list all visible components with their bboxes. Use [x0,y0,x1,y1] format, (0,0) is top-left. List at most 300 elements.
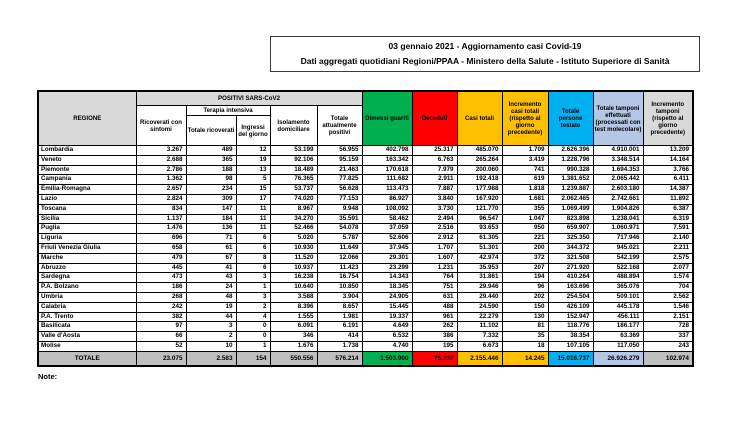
table-cell: 92.106 [270,155,317,165]
table-cell: 2 [186,332,236,342]
table-cell: 18.345 [362,283,412,293]
table-cell: 13 [236,165,270,175]
bulletin-subtitle: Dati aggregati quotidiani Regioni/PPAA - Ministero della Salute - Istituto Superiore di Sanità [300,56,670,66]
table-cell: 11 [236,214,270,224]
table-cell: 10.930 [270,243,317,253]
table-cell: 10.640 [270,283,317,293]
column-header-ricoverati: Ricoverati con sintomi [136,106,186,146]
table-cell: 11.892 [643,194,693,204]
table-cell: 11.649 [317,243,362,253]
table-cell: 3 [236,273,270,283]
table-cell: 11.423 [317,263,362,273]
table-cell: 2.657 [136,185,186,195]
table-cell: 6.387 [643,204,693,214]
table-cell: 386 [412,332,457,342]
table-cell: 372 [502,253,548,263]
table-cell: 7.979 [412,165,457,175]
table-cell: 2.562 [643,292,693,302]
table-cell: 9.948 [317,204,362,214]
table-cell: 2.603.180 [593,185,643,195]
table-cell: 200.060 [457,165,502,175]
table-cell: 43 [186,273,236,283]
table-cell: 2.911 [412,175,457,185]
table-cell: 7.332 [457,332,502,342]
table-cell: 658 [136,243,186,253]
table-cell: 488 [412,302,457,312]
table-row [38,253,693,263]
table-cell: 3.419 [502,155,548,165]
table-header [38,91,693,146]
table-cell: 2.786 [136,165,186,175]
table-cell: 1.555 [270,312,317,322]
table-cell: 619 [502,175,548,185]
table-cell: 961 [412,312,457,322]
table-cell: 35.591 [317,214,362,224]
column-header-casi-totali: Casi totali [457,91,502,146]
table-cell: 2.065.442 [593,175,643,185]
column-header-attualmente-positivi: Totale attualmente positivi [317,106,362,146]
table-cell: 1.681 [502,194,548,204]
table-cell: 18.489 [270,165,317,175]
table-cell: 98 [186,175,236,185]
table-cell: 16.754 [317,273,362,283]
table-cell: 2.912 [412,234,457,244]
table-cell: 177.988 [457,185,502,195]
total-cell: 550.556 [270,351,317,366]
total-cell: 23.075 [136,351,186,366]
table-cell: 38.354 [548,332,593,342]
table-cell: 8.967 [270,204,317,214]
table-cell: 382 [136,312,186,322]
table-cell: 6 [236,234,270,244]
table-cell: 325.350 [548,234,593,244]
column-header-deceduti: Deceduti [412,91,457,146]
table-cell: 1.231 [412,263,457,273]
table-cell: 1.060.971 [593,224,643,234]
table-footer [38,351,693,366]
table-row [38,312,693,322]
region-name: Abruzzo [38,263,136,273]
table-cell: 152.947 [548,312,593,322]
table-cell: 1.574 [643,273,693,283]
table-cell: 2.742.661 [593,194,643,204]
table-cell: 1.238.041 [593,214,643,224]
table-cell: 1.607 [412,253,457,263]
column-header-ingressi-giorno: Ingressi del giorno [236,116,270,146]
table-cell: 108.092 [362,204,412,214]
region-name: Basilicata [38,322,136,332]
table-cell: 34.270 [270,214,317,224]
table-row [38,175,693,185]
table-cell: 95.159 [317,155,362,165]
table-cell: 3.267 [136,146,186,156]
table-cell: 37.945 [362,243,412,253]
table-cell: 3.348.514 [593,155,643,165]
table-cell: 14.164 [643,155,693,165]
table-cell: 19 [236,155,270,165]
table-cell: 67 [186,253,236,263]
table-cell: 76.365 [270,175,317,185]
region-name: Sardegna [38,273,136,283]
total-label: TOTALE [38,351,136,366]
table-cell: 5.020 [270,234,317,244]
table-cell: 12.066 [317,253,362,263]
region-name: Calabria [38,302,136,312]
table-row [38,283,693,293]
table-cell: 242 [136,302,186,312]
table-cell: 445.178 [593,302,643,312]
table-cell: 18 [502,341,548,351]
table-cell: 15 [236,185,270,195]
table-cell: 113.473 [362,185,412,195]
table-cell: 107.105 [548,341,593,351]
region-name: Piemonte [38,165,136,175]
table-cell: 221 [502,234,548,244]
table-cell: 4.649 [362,322,412,332]
table-cell: 192.418 [457,175,502,185]
table-cell: 950 [502,224,548,234]
table-cell: 35.953 [457,263,502,273]
table-cell: 834 [136,204,186,214]
note-label: Note: [38,372,58,381]
table-cell: 202 [502,292,548,302]
table-cell: 6.411 [643,175,693,185]
table-cell: 1.546 [643,302,693,312]
table-cell: 186 [136,283,186,293]
table-cell: 542.199 [593,253,643,263]
table-cell: 63.369 [593,332,643,342]
table-cell: 262 [412,322,457,332]
table-cell: 2.062.465 [548,194,593,204]
table-cell: 4.910.001 [593,146,643,156]
table-cell: 6.763 [412,155,457,165]
table-cell: 3 [186,322,236,332]
table-row [38,243,693,253]
table-cell: 659.907 [548,224,593,234]
table-cell: 2.575 [643,253,693,263]
table-cell: 56.955 [317,146,362,156]
total-cell: 576.214 [317,351,362,366]
table-cell: 61.305 [457,234,502,244]
total-cell: 154 [236,351,270,366]
table-cell: 51.301 [457,243,502,253]
total-cell: 26.926.279 [593,351,643,366]
table-cell: 77.153 [317,194,362,204]
table-cell: 1.738 [317,341,362,351]
table-cell: 16.238 [270,273,317,283]
table-cell: 117.050 [593,341,643,351]
region-name: Veneto [38,155,136,165]
column-header-incremento-casi: Incremento casi totali (rispetto al giorno precedente) [502,91,548,146]
table-cell: 1.362 [136,175,186,185]
table-cell: 15.445 [362,302,412,312]
table-cell: 445 [136,263,186,273]
table-cell: 728 [643,322,693,332]
table-cell: 96.547 [457,214,502,224]
region-name: Lombardia [38,146,136,156]
table-cell: 456.111 [593,312,643,322]
table-cell: 53.737 [270,185,317,195]
table-cell: 704 [643,283,693,293]
table-cell: 1.709 [502,146,548,156]
table-cell: 71 [186,234,236,244]
table-row [38,185,693,195]
table-cell: 346 [270,332,317,342]
table-cell: 265.264 [457,155,502,165]
table-cell: 11.102 [457,322,502,332]
table-cell: 4 [236,312,270,322]
table-row [38,322,693,332]
table-cell: 86.927 [362,194,412,204]
column-band-positivi: POSITIVI SARS-CoV2 [136,91,362,106]
table-cell: 1.694.353 [593,165,643,175]
bulletin-header-box [270,36,700,72]
table-cell: 81 [502,322,548,332]
table-cell: 4.740 [362,341,412,351]
table-cell: 741 [502,165,548,175]
table-cell: 365.076 [593,283,643,293]
table-cell: 1.981 [317,312,362,322]
table-cell: 1 [236,283,270,293]
table-cell: 990.328 [548,165,593,175]
table-cell: 254.504 [548,292,593,302]
table-cell: 10 [186,341,236,351]
table-cell: 1.381.652 [548,175,593,185]
region-name: P.A. Bolzano [38,283,136,293]
table-cell: 5 [236,175,270,185]
column-band-terapia-intensiva: Terapia intensiva [186,106,270,116]
table-row [38,204,693,214]
table-cell: 1.228.796 [548,155,593,165]
table-cell: 473 [136,273,186,283]
table-cell: 945.021 [593,243,643,253]
table-cell: 12 [236,146,270,156]
table-cell: 10.937 [270,263,317,273]
table-cell: 1 [236,341,270,351]
table-cell: 344.372 [548,243,593,253]
table-cell: 6 [236,243,270,253]
total-cell: 2.155.446 [457,351,502,366]
table-row [38,224,693,234]
table-cell: 200 [502,243,548,253]
region-name: Sicilia [38,214,136,224]
table-row [38,214,693,224]
table-cell: 29.301 [362,253,412,263]
table-cell: 2.516 [412,224,457,234]
table-cell: 6.091 [270,322,317,332]
table-cell: 41 [186,263,236,273]
bulletin-title: 03 gennaio 2021 - Aggiornamento casi Covid-19 [388,41,582,51]
region-name: Marche [38,253,136,263]
table-cell: 365 [186,155,236,165]
table-cell: 2 [236,302,270,312]
table-cell: 61 [186,243,236,253]
table-cell: 8 [236,253,270,263]
region-name: Umbria [38,292,136,302]
table-cell: 188 [186,165,236,175]
table-cell: 0 [236,322,270,332]
table-cell: 6.319 [643,214,693,224]
table-cell: 410.264 [548,273,593,283]
table-cell: 54.078 [317,224,362,234]
table-cell: 414 [317,332,362,342]
region-name: Friuli Venezia Giulia [38,243,136,253]
table-cell: 1.707 [412,243,457,253]
table-row [38,155,693,165]
table-cell: 29.946 [457,283,502,293]
table-row [38,341,693,351]
column-header-regione: REGIONE [38,91,136,146]
table-cell: 3.904 [317,292,362,302]
table-cell: 93.653 [457,224,502,234]
table-cell: 121.770 [457,204,502,214]
table-cell: 22.279 [457,312,502,322]
table-cell: 1.069.499 [548,204,593,214]
table-row [38,146,693,156]
region-name: Puglia [38,224,136,234]
table-cell: 485.070 [457,146,502,156]
table-cell: 6.532 [362,332,412,342]
table-row [38,302,693,312]
table-cell: 2.688 [136,155,186,165]
table-cell: 268 [136,292,186,302]
table-cell: 35 [502,332,548,342]
table-cell: 52 [136,341,186,351]
table-cell: 522.168 [593,263,643,273]
table-cell: 8.396 [270,302,317,312]
column-header-incremento-tamponi: Incremento tamponi (rispetto al giorno precedente) [643,91,693,146]
column-header-persone-testate: Totale persone testate [548,91,593,146]
column-header-totale-ricoverati: Totale ricoverati [186,116,236,146]
table-row [38,165,693,175]
table-cell: 488.894 [593,273,643,283]
table-cell: 3.840 [412,194,457,204]
table-cell: 14.343 [362,273,412,283]
table-cell: 631 [412,292,457,302]
table-cell: 0 [236,332,270,342]
table-cell: 1.904.826 [593,204,643,214]
table-cell: 23.299 [362,263,412,273]
table-body [38,146,693,352]
table-cell: 77.825 [317,175,362,185]
table-cell: 150 [502,302,548,312]
table-row [38,273,693,283]
table-cell: 19 [186,302,236,312]
total-cell: 75.332 [412,351,457,366]
region-name: Campania [38,175,136,185]
table-cell: 136 [186,224,236,234]
table-cell: 717.946 [593,234,643,244]
table-cell: 337 [643,332,693,342]
table-cell: 6 [236,263,270,273]
table-cell: 118.776 [548,322,593,332]
table-cell: 479 [136,253,186,263]
table-cell: 1.047 [502,214,548,224]
table-cell: 271.920 [548,263,593,273]
table-cell: 31.861 [457,273,502,283]
region-name: Emilia-Romagna [38,185,136,195]
table-cell: 309 [186,194,236,204]
region-name: Molise [38,341,136,351]
table-cell: 402.798 [362,146,412,156]
table-cell: 823.898 [548,214,593,224]
table-cell: 97 [136,322,186,332]
table-cell: 19.337 [362,312,412,322]
table-cell: 167.920 [457,194,502,204]
column-header-tamponi: Totale tamponi effettuati (processati con test molecolare) [593,91,643,146]
table-row [38,194,693,204]
table-cell: 24.905 [362,292,412,302]
table-cell: 11 [236,224,270,234]
total-cell: 14.245 [502,351,548,366]
total-cell: 1.503.900 [362,351,412,366]
table-cell: 2.077 [643,263,693,273]
table-cell: 489 [186,146,236,156]
table-cell: 426.109 [548,302,593,312]
table-cell: 764 [412,273,457,283]
table-row [38,263,693,273]
table-cell: 186.177 [593,322,643,332]
table-cell: 53.199 [270,146,317,156]
table-cell: 195 [412,341,457,351]
table-cell: 111.682 [362,175,412,185]
table-cell: 2.140 [643,234,693,244]
table-cell: 21.463 [317,165,362,175]
total-row [38,351,693,366]
table-cell: 5.787 [317,234,362,244]
table-cell: 2.211 [643,243,693,253]
table-cell: 44 [186,312,236,322]
table-cell: 37.059 [362,224,412,234]
table-cell: 355 [502,204,548,214]
table-cell: 52.466 [270,224,317,234]
table-cell: 696 [136,234,186,244]
table-cell: 7.591 [643,224,693,234]
table-cell: 3.766 [643,165,693,175]
table-cell: 321.508 [548,253,593,263]
table-cell: 147 [186,204,236,214]
total-cell: 102.974 [643,351,693,366]
table-cell: 243 [643,341,693,351]
table-cell: 56.628 [317,185,362,195]
table-row [38,234,693,244]
table-cell: 3.730 [412,204,457,214]
table-cell: 194 [502,273,548,283]
region-name: Toscana [38,204,136,214]
table-cell: 11 [236,204,270,214]
table-cell: 1.476 [136,224,186,234]
table-cell: 170.618 [362,165,412,175]
table-cell: 234 [186,185,236,195]
table-cell: 8.657 [317,302,362,312]
column-header-isolamento: Isolamento domiciliare [270,106,317,146]
table-cell: 3.588 [270,292,317,302]
table-cell: 3 [236,292,270,302]
table-cell: 29.440 [457,292,502,302]
table-cell: 11.520 [270,253,317,263]
table-cell: 58.462 [362,214,412,224]
table-cell: 17 [236,194,270,204]
table-cell: 6.191 [317,322,362,332]
table-cell: 6.673 [457,341,502,351]
table-cell: 48 [186,292,236,302]
column-header-dimessi-guariti: Dimessi guariti [362,91,412,146]
table-cell: 96 [502,283,548,293]
table-cell: 74.020 [270,194,317,204]
table-cell: 52.606 [362,234,412,244]
table-cell: 7.887 [412,185,457,195]
table-cell: 66 [136,332,186,342]
